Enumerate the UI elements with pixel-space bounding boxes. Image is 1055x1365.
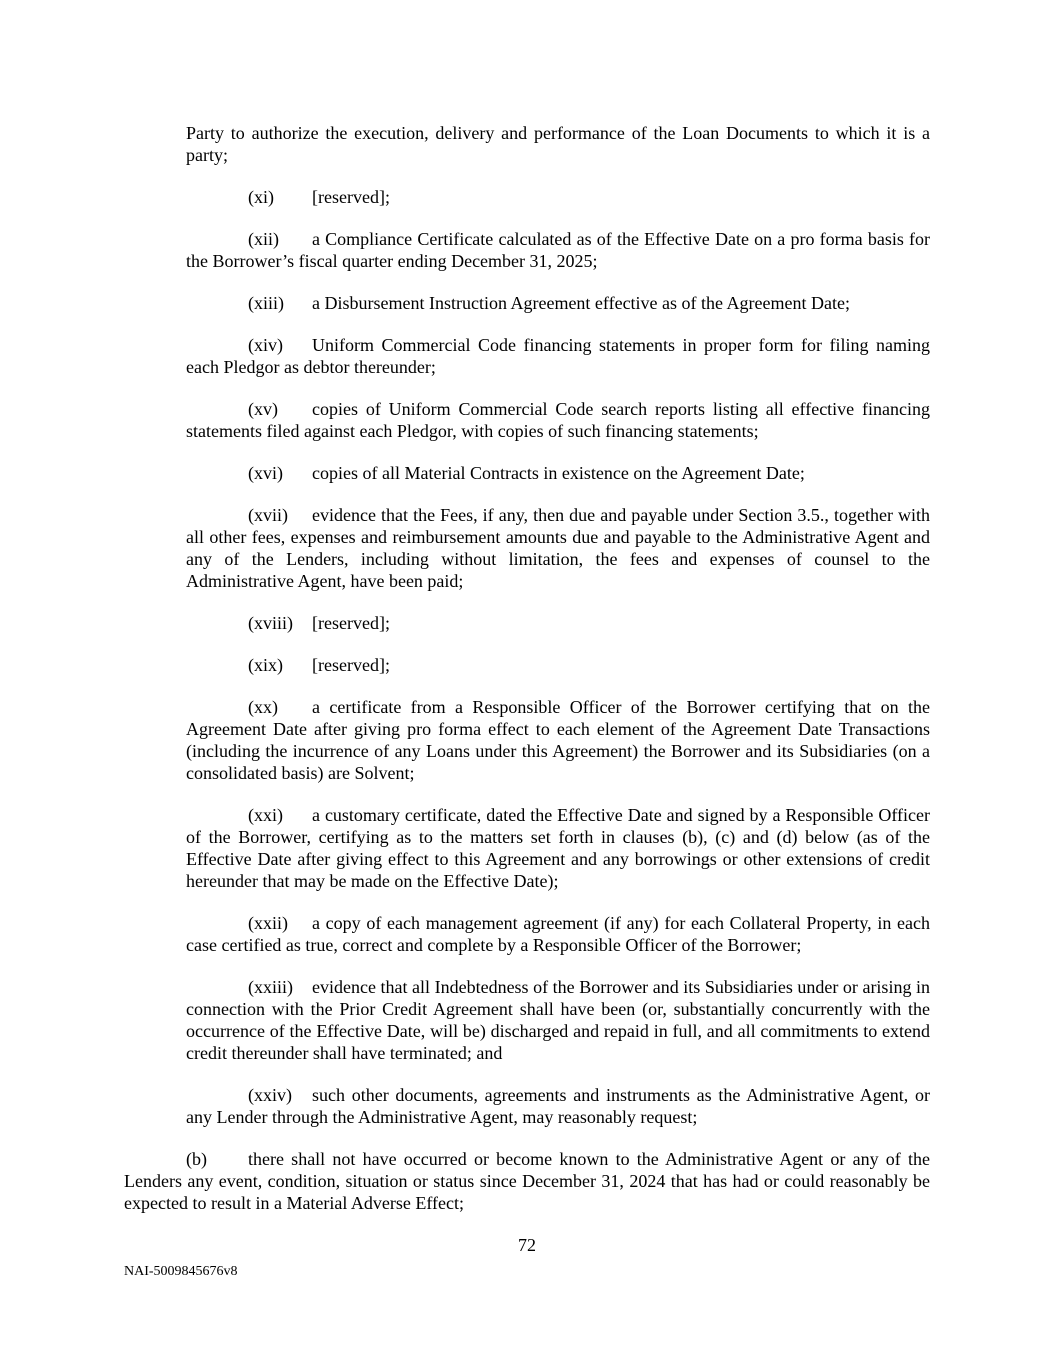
item-text: evidence that the Fees, if any, then due and payable under Section 3.5., together with all other fees, expenses and reimbursement amounts due and payable to the Administrative Agent and any of the Lenders, including without limitation, the fees and expenses of counsel to the Administrative Agent, have been paid; [186,505,930,591]
clause-label: (b) [186,1149,207,1169]
list-item-xi [186,186,930,208]
list-item-xxiv [186,1084,930,1128]
item-text: a customary certificate, dated the Effective Date and signed by a Responsible Officer of the Borrower, certifying as to the matters set forth in clauses (b), (c) and (d) below (as of the Effective Date after giving effect to this Agreement and any borrowings or other extensions of credit hereunder that may be made on the Effective Date); [186,805,930,891]
document-id-footer: NAI-5009845676v8 [124,1264,238,1279]
clause-b-paragraph [124,1148,930,1214]
list-item-xxi [186,804,930,892]
item-label: (xii) [248,229,279,249]
list-item-xxiii [186,976,930,1064]
item-label: (xx) [248,697,278,717]
list-item-xvi [186,462,930,484]
list-item-xix [186,654,930,676]
list-item-xxii [186,912,930,956]
item-text: a certificate from a Responsible Officer of the Borrower certifying that on the Agreement Date after giving pro forma effect to each element of the Agreement Date Transactions (including the incurrence of any Loans under this Agreement) the Borrower and its Subsidiaries (on a consolidated basis) are Solvent; [186,697,930,783]
list-item-xx [186,696,930,784]
item-label: (xiii) [248,293,284,313]
list-item-xviii [186,612,930,634]
list-item-xv [186,398,930,442]
item-text: a Compliance Certificate calculated as of the Effective Date on a pro forma basis for the Borrower’s fiscal quarter ending December 31, 2025; [186,229,930,271]
item-label: (xi) [248,187,274,207]
item-label: (xxiv) [248,1085,292,1105]
paragraph-text: Party to authorize the execution, delivery and performance of the Loan Documents to which it is a party; [186,123,930,165]
item-label: (xxi) [248,805,283,825]
item-text: [reserved]; [312,187,390,207]
item-text: [reserved]; [312,613,390,633]
item-text: a Disbursement Instruction Agreement effective as of the Agreement Date; [312,293,850,313]
list-item-xii [186,228,930,272]
item-text: a copy of each management agreement (if any) for each Collateral Property, in each case certified as true, correct and complete by a Responsible Officer of the Borrower; [186,913,930,955]
paragraph-continuation [186,122,930,166]
item-label: (xvi) [248,463,283,483]
page-number: 72 [518,1235,536,1255]
item-text: Uniform Commercial Code financing statements in proper form for filing naming each Pledgor as debtor thereunder; [186,335,930,377]
item-label: (xiv) [248,335,283,355]
item-text: [reserved]; [312,655,390,675]
item-label: (xviii) [248,613,293,633]
list-item-xiii [186,292,930,314]
list-item-xvii [186,504,930,592]
item-text: such other documents, agreements and instruments as the Administrative Agent, or any Lender through the Administrative Agent, may reasonably request; [186,1085,930,1127]
item-text: copies of Uniform Commercial Code search reports listing all effective financing statements filed against each Pledgor, with copies of such financing statements; [186,399,930,441]
item-label: (xxii) [248,913,288,933]
item-text: copies of all Material Contracts in existence on the Agreement Date; [312,463,805,483]
item-text: evidence that all Indebtedness of the Borrower and its Subsidiaries under or arising in connection with the Prior Credit Agreement shall have been (or, substantially concurrently with the occurrence of the Effective Date, will be) discharged and repaid in full, and all commitments to extend credit thereunder shall have terminated; and [186,977,930,1063]
item-label: (xix) [248,655,283,675]
item-label: (xv) [248,399,278,419]
document-body [124,122,930,1214]
item-label: (xvii) [248,505,288,525]
item-label: (xxiii) [248,977,293,997]
list-item-xiv [186,334,930,378]
clause-text: there shall not have occurred or become known to the Administrative Agent or any of the Lenders any event, condition, situation or status since December 31, 2024 that has had or could reasonably be expected to result in a Material Adverse Effect; [124,1149,930,1213]
